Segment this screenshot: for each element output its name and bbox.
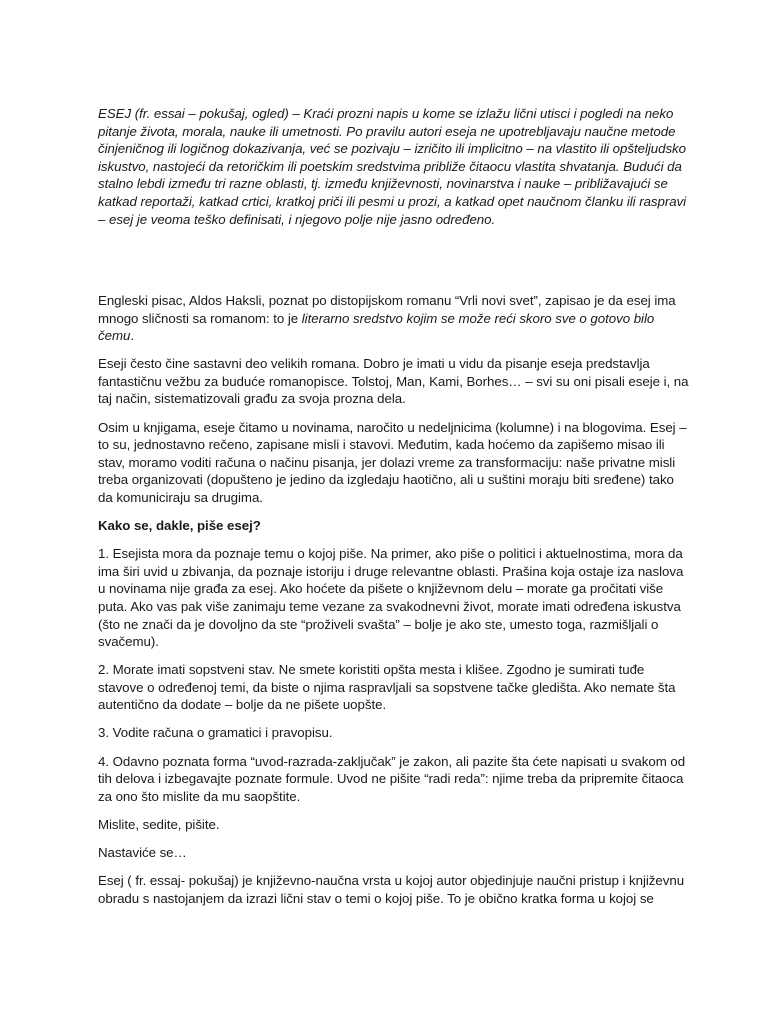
list-item-1: 1. Esejista mora da poznaje temu o kojoj piše. Na primer, ako piše o politici i aktuelnostima, mora da ima širi uvid u zbivanja, da poznaje istoriju i druge relevantne oblasti. Prašina koja ostaje iza naslova u novinama nije građa za esej. Ako hoćete da pišete o književnom delu – morate ga pročitati više puta. Ako vas pak više zanimaju teme vezane za svakodnevni život, morate imati određena iskustva (što ne znači da je dovoljno da ste “proživeli svašta” – bolje je ako ste, umesto toga, razmišljali o svačemu). (98, 546, 684, 650)
intro-paragraph: ESEJ (fr. essai – pokušaj, ogled) – Kraći prozni napis u kome se izlažu lični utisci i pogledi na neko pitanje života, morala, nauke ili umetnosti. Po pravilu autori eseja ne upotrebljavaju naučne metode činjeničnog ili logičnog dokazivanja, već se pozivaju – izričito ili implicitno – na vlastito ili opšteljudsko iskustvo, nastojeći da retoričkim ili poetskim sredstvima približe čitaocu vlastita shvatanja. Budući da stalno lebdi između tri razne oblasti, tj. između književnosti, novinarstva i nauke – približavajući se katkad reportaži, katkad crtici, kratkoj priči ili pesmi u prozi, a katkad opet naučnom članku ili raspravi – esej je veoma teško definisati, i njegovo polje nije jasno određeno. (98, 106, 687, 227)
list-item-3: 3. Vodite računa o gramatici i pravopisu. (98, 725, 333, 741)
paragraph-newspapers: Osim u knjigama, eseje čitamo u novinama, naročito u nedeljnicima (kolumne) i na blogovima. Esej – to su, jednostavno rečeno, zapisane misli i stavovi. Međutim, kada hoćemo da zapišemo misao ili stav, moramo voditi računa o načinu pisanja, jer dolazi vreme za transformaciju: naše privatne misli treba organizovati (dopušteno je jedino da izgledaju haotično, ali u suštini moraju biti sređene) tako da komuniciraju sa drugima. (98, 419, 687, 505)
paragraph-huxley-end: . (130, 328, 134, 344)
closing-line-1: Mislite, sedite, pišite. (98, 816, 220, 832)
list-item-2: 2. Morate imati sopstveni stav. Ne smete koristiti opšta mesta i klišee. Zgodno je sumirati tuđe stavove o određenoj temi, da biste o njima raspravljali sa sopstvene tačke gledišta. Ako nemate šta autentično da dodate – bolje da ne pišete uopšte. (98, 662, 676, 713)
document-body (98, 292, 690, 918)
intro-definition (98, 105, 690, 228)
section-heading: Kako se, dakle, piše esej? (98, 518, 261, 534)
closing-line-2: Nastaviće se… (98, 844, 187, 860)
paragraph-novels: Eseji često čine sastavni deo velikih romana. Dobro je imati u vidu da pisanje eseja predstavlja fantastičnu vežbu za buduće romanopisce. Tolstoj, Man, Kami, Borhes… – svi su oni pisali eseje i, na taj način, sistematizovali građu za svoja prozna dela. (98, 356, 689, 407)
paragraph-essay-definition: Esej ( fr. essaj- pokušaj) je književno-naučna vrsta u kojoj autor objedinjuje naučni pristup i književnu obradu s nastojanjem da izrazi lični stav o temi o kojoj piše. To je obično kratka forma u kojoj se (98, 873, 685, 906)
list-item-4: 4. Odavno poznata forma “uvod-razrada-zaključak” je zakon, ali pazite šta ćete napisati u svakom od tih delova i izbegavajte poznate formule. Uvod ne pišite “radi reda”: njime treba da pripremite čitaoca za ono što mislite da mu saopštite. (98, 753, 686, 804)
paragraph-huxley-start: Engleski pisac, Aldos Haksli, poznat po distopijskom romanu “Vrli novi svet”, zapisao je da esej ima mnogo sličnosti sa romanom: to je (98, 293, 676, 326)
paragraph-huxley-quote: literarno sredstvo kojim se može reći skoro sve o gotovo bilo čemu (98, 310, 655, 344)
paragraph-huxley (98, 292, 690, 345)
